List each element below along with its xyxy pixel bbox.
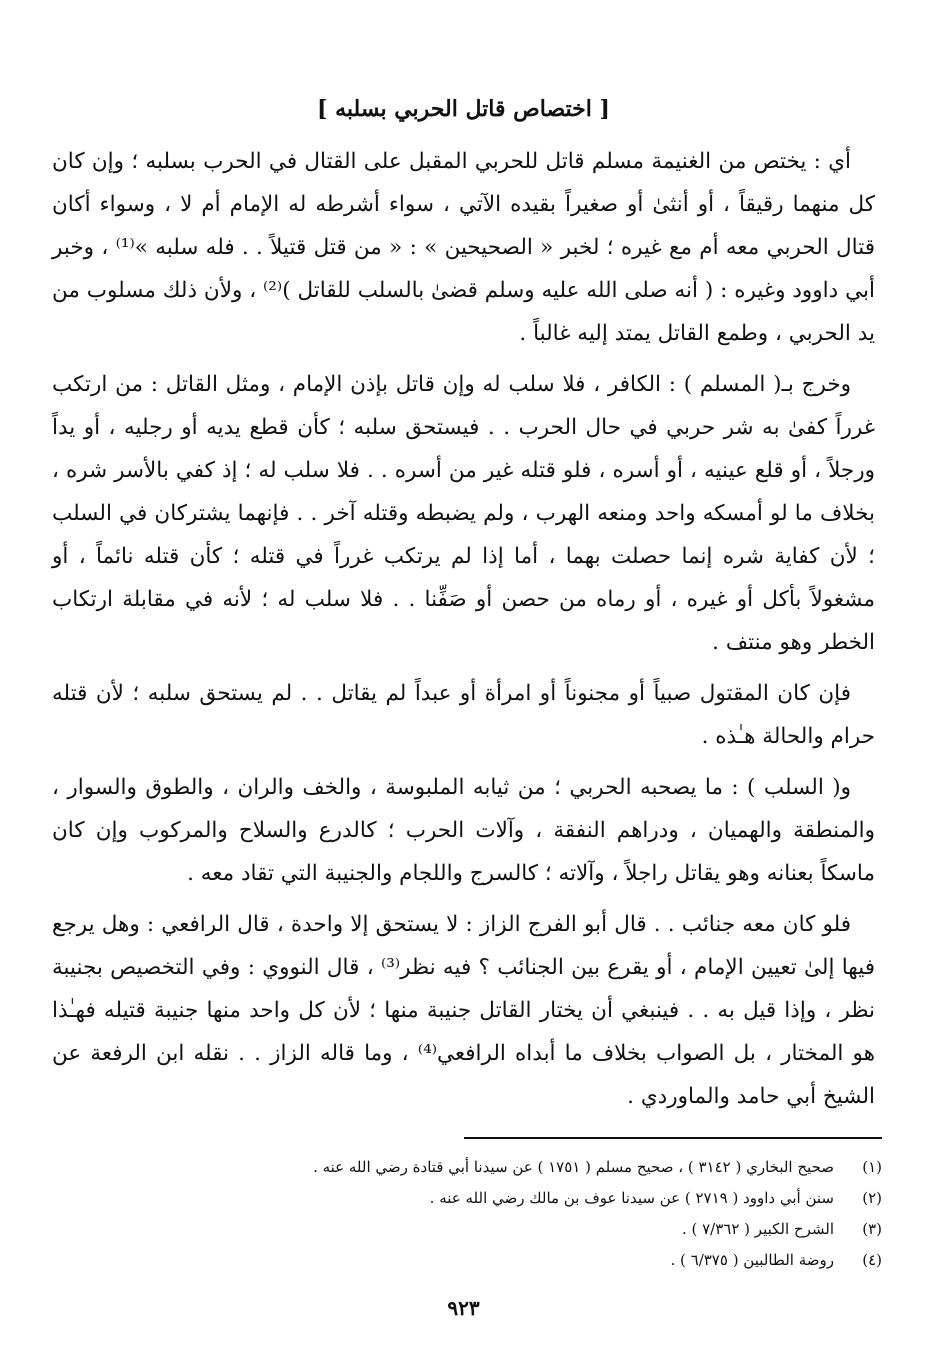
paragraph-3: فإن كان المقتول صبياً أو مجنوناً أو امرأة أو عبداً لم يقاتل . . لم يستحق سلبه ؛ لأن قتله حرام والحالة هـٰذه . bbox=[52, 681, 875, 749]
footnote-1 bbox=[52, 1152, 882, 1183]
footnote-3 bbox=[52, 1214, 882, 1245]
footnote-separator bbox=[464, 1137, 882, 1139]
footnote-text: الشرح الكبير ( ٧/٣٦٢ ) . bbox=[681, 1220, 834, 1238]
footnote-number: (١) bbox=[862, 1158, 882, 1176]
paragraph-1: أي : يختص من الغنيمة مسلم قاتل للحربي المقبل على القتال في الحرب بسلبه ؛ وإن كان كل منهما رقيقاً ، أو أنثىٰ أو صغيراً بقيده الآتي ، سواء أشرطه له الإمام أم لا ، وسواء أكان قتال الحربي معه أم مع غيره ؛ لخبر « الصحيحين » : « من قتل قتيلاً . . فله سلبه »⁽¹⁾ ، وخبر أبي داوود وغيره : ( أنه صلى الله عليه وسلم قضىٰ بالسلب للقاتل )⁽²⁾ ، ولأن ذلك مسلوب من يد الحربي ، وطمع القاتل يمتد إليه غالباً . bbox=[52, 149, 875, 346]
footnote-text: روضة الطالبين ( ٦/٣٧٥ ) . bbox=[670, 1251, 834, 1269]
footnote-number: (٣) bbox=[862, 1220, 882, 1238]
paragraph-5: فلو كان معه جنائب . . قال أبو الفرج الزاز : لا يستحق إلا واحدة ، قال الرافعي : وهل يرجع فيها إلىٰ تعيين الإمام ، أو يقرع بين الجنائب ؟ فيه نظر⁽³⁾ ، قال النووي : وفي التخصيص بجنيبة نظر ، وإذا قيل به . . فينبغي أن يختار القاتل جنيبة منها ؛ لأن كل واحد منها جنيبة قتيله فهـٰذا هو المختار ، بل الصواب بخلاف ما أبداه الرافعي⁽⁴⁾ ، وما قاله الزاز . . نقله ابن الرفعة عن الشيخ أبي حامد والماوردي . bbox=[52, 912, 875, 1109]
footnote-4 bbox=[52, 1245, 882, 1276]
paragraph-4: و( السلب ) : ما يصحبه الحربي ؛ من ثيابه الملبوسة ، والخف والران ، والطوق والسوار ، والمنطقة والهميان ، ودراهم النفقة ، وآلات الحرب ؛ كالدرع والسلاح والمركوب وإن كان ماسكاً بعنانه وهو يقاتل راجلاً ، وآلاته ؛ كالسرج واللجام والجنيبة التي تقاد معه . bbox=[52, 775, 875, 886]
section-title: [ اختصاص قاتل الحربي بسلبه ] bbox=[317, 96, 610, 122]
footnote-text: صحيح البخاري ( ٣١٤٢ ) ، صحيح مسلم ( ١٧٥١ ) عن سيدنا أبي قتادة رضي الله عنه . bbox=[313, 1158, 834, 1176]
footnote-2 bbox=[52, 1183, 882, 1214]
main-text bbox=[52, 140, 875, 1126]
footnote-number: (٢) bbox=[862, 1189, 882, 1207]
footnote-number: (٤) bbox=[862, 1251, 882, 1269]
page-number: ٩٢٣ bbox=[447, 1296, 480, 1320]
footnotes bbox=[52, 1152, 882, 1276]
footnote-text: سنن أبي داوود ( ٢٧١٩ ) عن سيدنا عوف بن مالك رضي الله عنه . bbox=[429, 1189, 834, 1207]
paragraph-2: وخرج بـ( المسلم ) : الكافر ، فلا سلب له وإن قاتل بإذن الإمام ، ومثل القاتل : من ارتكب غرراً كفىٰ به شر حربي في حال الحرب . . فيستحق سلبه ؛ كأن قطع يديه أو رجليه ، أو يداً ورجلاً ، أو قلع عينيه ، أو أسره ، فلو قتله غير من أسره . . فلا سلب له ؛ إذ كفي بالأسر شره ، بخلاف ما لو أمسكه واحد ومنعه الهرب ، ولم يضبطه وقتله آخر . . فإنهما يشتركان في السلب ؛ لأن كفاية شره إنما حصلت بهما ، أما إذا لم يرتكب غرراً في قتله ؛ كأن قتله نائماً ، أو مشغولاً بأكل أو غيره ، أو رماه من حصن أو صَفِّنا . . فلا سلب له ؛ لأنه في مقابلة ارتكاب الخطر وهو منتف . bbox=[52, 372, 875, 655]
